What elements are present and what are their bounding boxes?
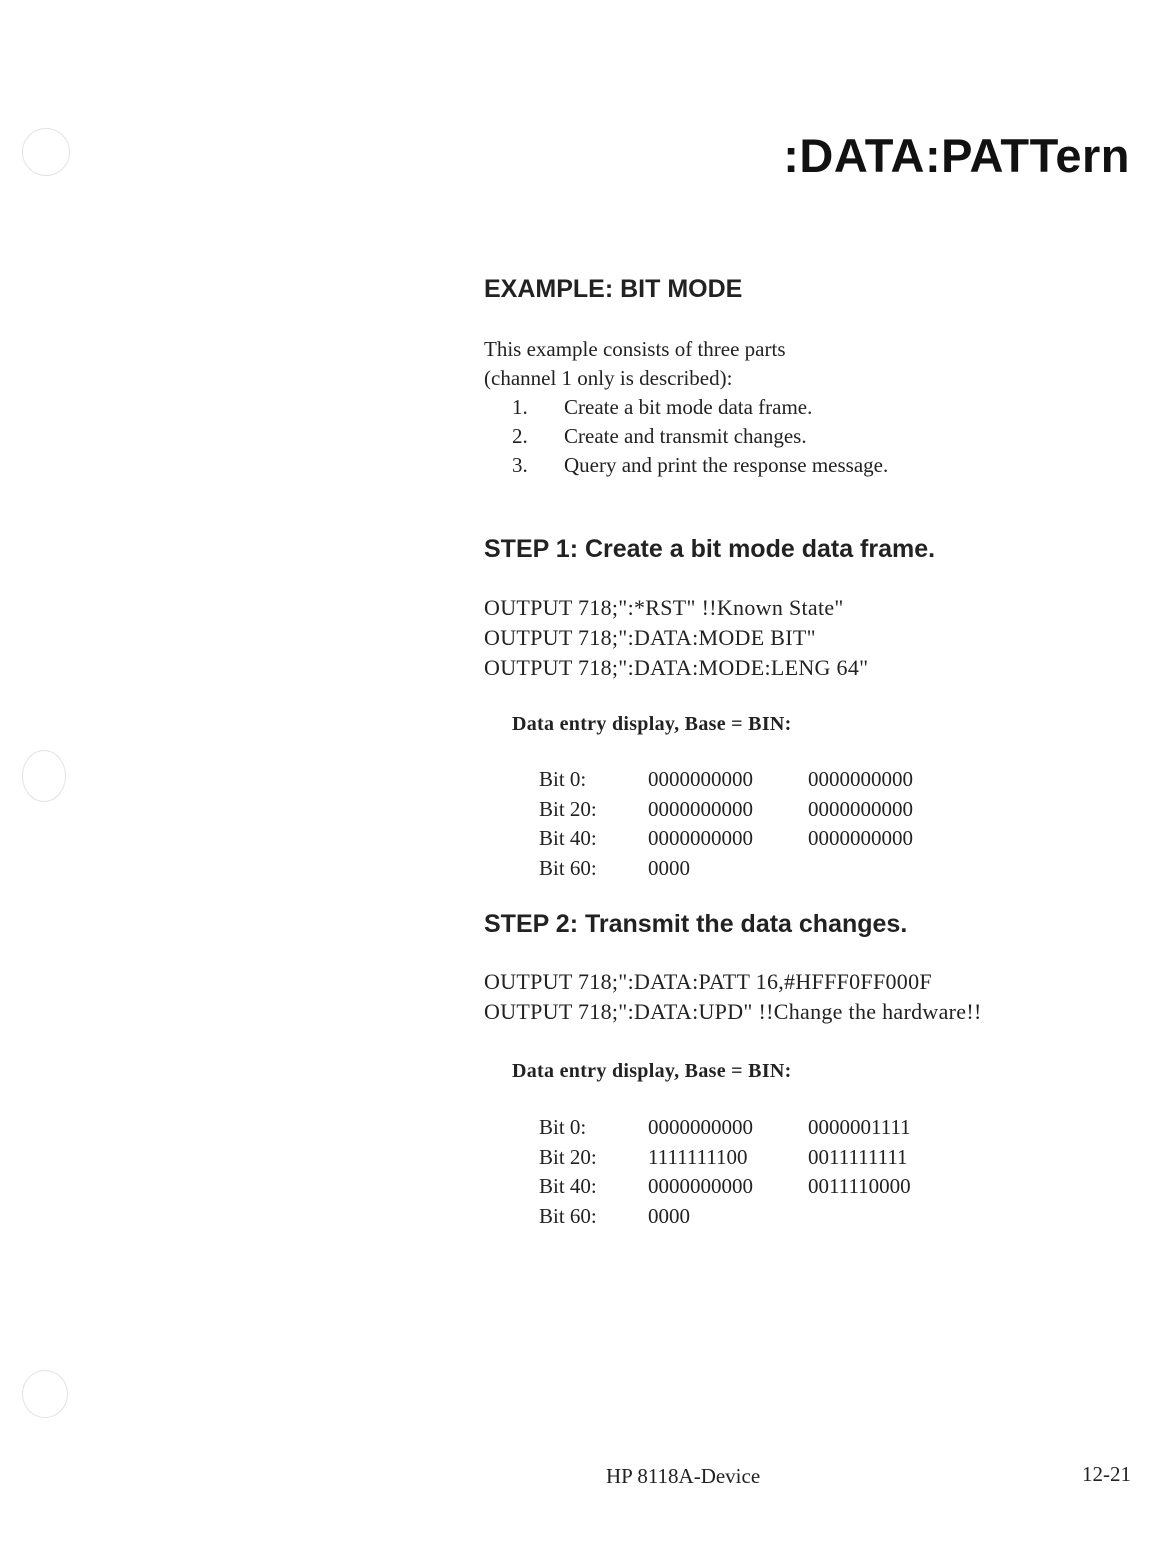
example-heading: EXAMPLE: BIT MODE bbox=[484, 275, 743, 303]
list-item-number: 1. bbox=[512, 395, 528, 419]
bit-value-a: 0000000000 bbox=[648, 1115, 753, 1140]
bit-label: Bit 0: bbox=[539, 1115, 587, 1140]
step2-heading: STEP 2: Transmit the data changes. bbox=[484, 910, 908, 938]
list-item bbox=[484, 451, 888, 480]
bit-value-b: 0000001111 bbox=[808, 1115, 911, 1140]
list-item bbox=[484, 422, 888, 451]
bit-value-a: 0000000000 bbox=[648, 796, 753, 821]
table-row bbox=[539, 1143, 911, 1173]
bit-label: Bit 0: bbox=[539, 767, 587, 792]
bit-value-b bbox=[808, 854, 913, 884]
bit-label: Bit 60: bbox=[539, 1203, 597, 1228]
bit-value-b: 0000000000 bbox=[808, 796, 913, 821]
bit-value-a: 0000000000 bbox=[648, 767, 753, 792]
code-line: OUTPUT 718;":*RST" !!Known State" bbox=[484, 595, 844, 620]
intro-text bbox=[484, 335, 888, 480]
bit-value-b: 0011110000 bbox=[808, 1174, 911, 1199]
bit-label: Bit 20: bbox=[539, 796, 597, 821]
code-line: OUTPUT 718;":DATA:PATT 16,#HFFF0FF000F bbox=[484, 969, 932, 994]
step2-bit-table bbox=[539, 1113, 911, 1231]
code-line: OUTPUT 718;":DATA:MODE BIT" bbox=[484, 625, 816, 650]
bit-value-b: 0011111111 bbox=[808, 1144, 908, 1169]
list-item-number: 2. bbox=[512, 424, 528, 448]
table-row bbox=[539, 854, 913, 884]
bit-label: Bit 40: bbox=[539, 826, 597, 851]
step2-code bbox=[484, 967, 982, 1027]
table-row bbox=[539, 1202, 911, 1232]
step1-bit-table bbox=[539, 765, 913, 883]
bit-value-b: 0000000000 bbox=[808, 767, 913, 792]
table-row bbox=[539, 1172, 911, 1202]
bit-value-b: 0000000000 bbox=[808, 826, 913, 851]
footer-page-number: 12-21 bbox=[1082, 1462, 1131, 1486]
table-row bbox=[539, 795, 913, 825]
bit-value-a: 1111111100 bbox=[648, 1144, 748, 1169]
bit-value-a: 0000 bbox=[648, 855, 690, 880]
list-item-text: Create a bit mode data frame. bbox=[564, 395, 813, 419]
bit-value-a: 0000 bbox=[648, 1203, 690, 1228]
bit-value-a: 0000000000 bbox=[648, 1174, 753, 1199]
list-item-text: Create and transmit changes. bbox=[564, 424, 807, 448]
list-item-text: Query and print the response message. bbox=[564, 453, 889, 477]
code-line: OUTPUT 718;":DATA:MODE:LENG 64" bbox=[484, 655, 869, 680]
table-row bbox=[539, 1113, 911, 1143]
punch-hole-top bbox=[22, 128, 70, 176]
step1-heading: STEP 1: Create a bit mode data frame. bbox=[484, 535, 936, 563]
bit-label: Bit 40: bbox=[539, 1174, 597, 1199]
page-title: :DATA:PATTern bbox=[783, 129, 1130, 182]
bit-label: Bit 20: bbox=[539, 1144, 597, 1169]
punch-hole-bottom bbox=[22, 1370, 68, 1418]
steps-list bbox=[484, 393, 888, 480]
list-item-number: 3. bbox=[512, 453, 528, 477]
step2-display-label: Data entry display, Base = BIN: bbox=[512, 1060, 792, 1082]
code-line: OUTPUT 718;":DATA:UPD" !!Change the hardware!! bbox=[484, 999, 982, 1024]
step1-display-label: Data entry display, Base = BIN: bbox=[512, 713, 792, 735]
bit-value-a: 0000000000 bbox=[648, 826, 753, 851]
punch-hole-middle bbox=[22, 750, 66, 802]
intro-line-2: (channel 1 only is described): bbox=[484, 366, 733, 390]
list-item bbox=[484, 393, 888, 422]
bit-value-b bbox=[808, 1202, 911, 1232]
step1-code bbox=[484, 593, 868, 683]
intro-line-1: This example consists of three parts bbox=[484, 337, 786, 361]
footer-device: HP 8118A-Device bbox=[606, 1464, 761, 1488]
table-row bbox=[539, 765, 913, 795]
bit-label: Bit 60: bbox=[539, 855, 597, 880]
table-row bbox=[539, 824, 913, 854]
